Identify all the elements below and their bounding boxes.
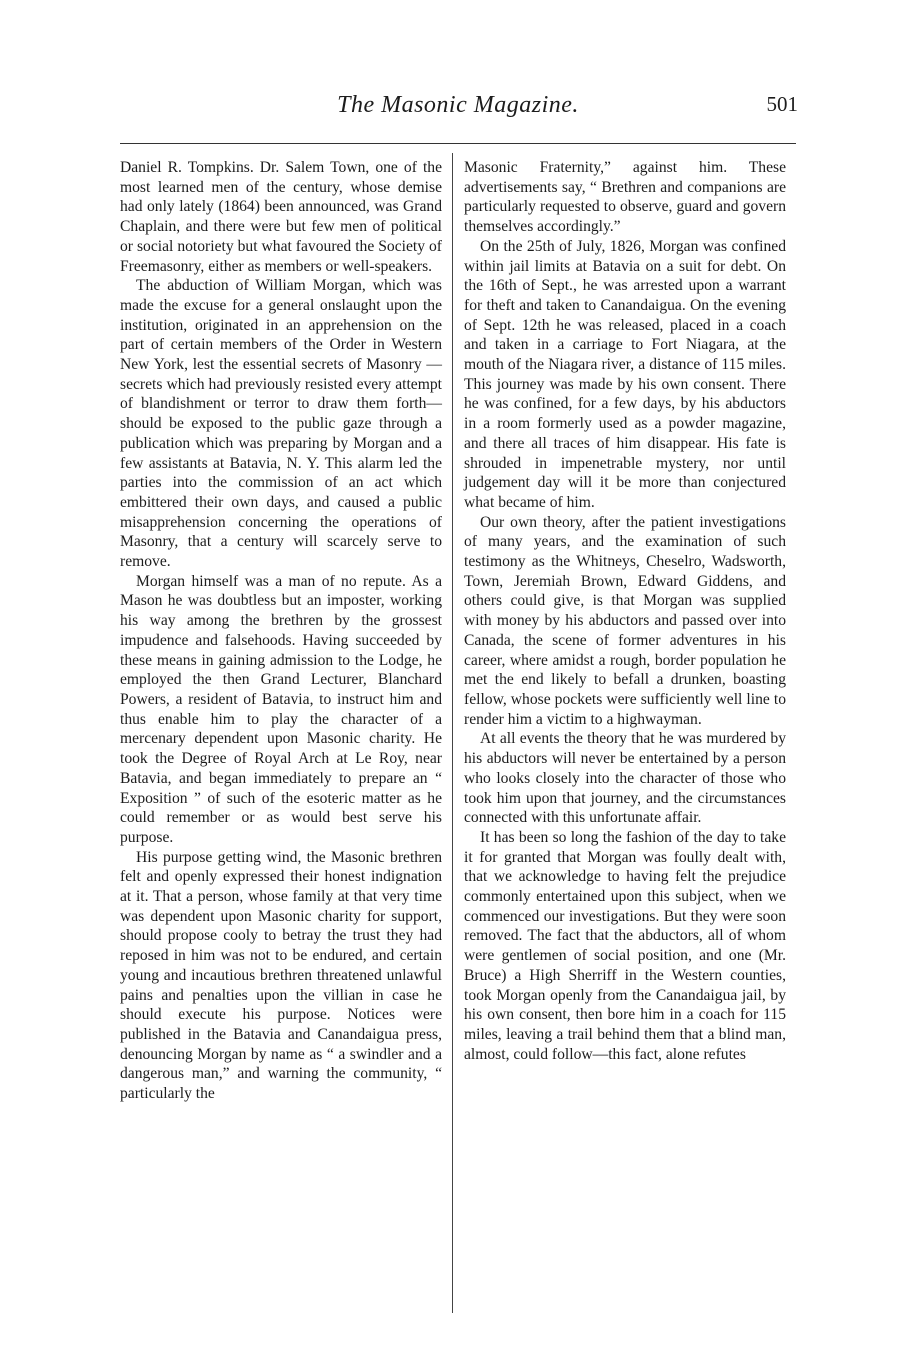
right-column	[464, 158, 786, 1064]
page-header	[118, 92, 798, 132]
paragraph: It has been so long the fashion of the day to take it for granted that Morgan was foully dealt with, that we acknowledge to having felt the prejudice commonly entertained upon this subject, when we commenced our investigations. But they were soon removed. The fact that the abductors, all of whom were gentlemen of social position, and one (Mr. Bruce) a High Sherriff in the Western counties, took Morgan openly from the Canandaigua jail, by his own consent, then bore him in a coach for 115 miles, leaving a trail behind them that a blind man, almost, could follow—this fact, alone refutes	[464, 828, 786, 1063]
paragraph: On the 25th of July, 1826, Morgan was confined within jail limits at Batavia on a suit for debt. On the 16th of Sept., he was arrested upon a warrant for theft and taken to Canandaigua. On the evening of Sept. 12th he was released, placed in a coach and taken in a carriage to Fort Niagara, at the mouth of the Niagara river, a distance of 115 miles. This journey was made by his own consent. There he was confined, for a few days, by his abductors in a room formerly used as a powder magazine, and there all traces of him disappear. His fate is shrouded in impenetrable mystery, nor until judgement day will it be more than conjectured what became of him.	[464, 237, 786, 511]
running-title: The Masonic Magazine.	[337, 92, 579, 118]
paragraph: Morgan himself was a man of no repute. As a Mason he was doubtless but an imposter, working his way among the brethren by the grossest impudence and falsehoods. Having succeeded by these means in gaining admission to the Lodge, he employed the then Grand Lecturer, Blanchard Powers, a resident of Batavia, to instruct him and thus enable him to play the character of a mercenary dependent upon Masonic charity. He took the Degree of Royal Arch at Le Roy, near Batavia, and began immediately to prepare an “ Exposition ” of such of the esoteric matter as he could remember or as would best serve his purpose.	[120, 572, 442, 846]
paragraph: His purpose getting wind, the Masonic brethren felt and openly expressed their honest indignation at it. That a person, whose family at that very time was dependent upon Masonic charity for support, should propose cooly to betray the trust they had reposed in him was not to be endured, and certain young and incautious brethren threatened unlawful pains and penalties upon the villian in case he should execute his purpose. Notices were published in the Batavia and Canandaigua press, denouncing Morgan by name as “ a swindler and a dangerous man,” and warning the community, “ particularly the	[120, 848, 442, 1103]
paragraph: The abduction of William Morgan, which was made the excuse for a general onslaught upon the institution, originated in an apprehension on the part of certain members of the Order in Western New York, lest the essential secrets of Masonry —secrets which had previously resisted every attempt of blandishment or terror to draw them forth—should be exposed to the public gaze through a publication which was preparing by Morgan and a few assistants at Batavia, N. Y. This alarm led the parties into the commission of an act which embittered their own days, and caused a public misapprehension concerning the operations of Masonry, that a century will scarcely serve to remove.	[120, 277, 442, 571]
column-divider	[452, 153, 453, 1313]
left-column	[120, 158, 442, 1104]
paragraph: Daniel R. Tompkins. Dr. Salem Town, one of the most learned men of the century, whose demise had only lately (1864) been announced, was Grand Chaplain, and there were but few men of political or social notoriety but what favoured the Society of Freemasonry, either as members or well-speakers.	[120, 159, 442, 275]
paragraph: At all events the theory that he was murdered by his abductors will never be entertained by a person who looks closely into the character of those who took him upon that journey, and the circumstances connected with this unfortunate affair.	[464, 730, 786, 827]
paragraph: Our own theory, after the patient investigations of many years, and the examination of such testimony as the Whitneys, Cheselro, Wadsworth, Town, Jeremiah Brown, Edward Giddens, and others could give, is that Morgan was supplied with money by his abductors and passed over into Canada, the scene of former adventures in his career, where amidst a rough, border population he met the end likely to befall a drunken, boasting fellow, whose pockets were sufficiently well line to render him a victim to a highwayman.	[464, 513, 786, 728]
page-number: 501	[766, 92, 798, 116]
paragraph: Masonic Fraternity,” against him. These advertisements say, “ Brethren and companions are particularly requested to observe, guard and govern themselves accordingly.”	[464, 159, 786, 236]
header-rule	[120, 143, 796, 144]
